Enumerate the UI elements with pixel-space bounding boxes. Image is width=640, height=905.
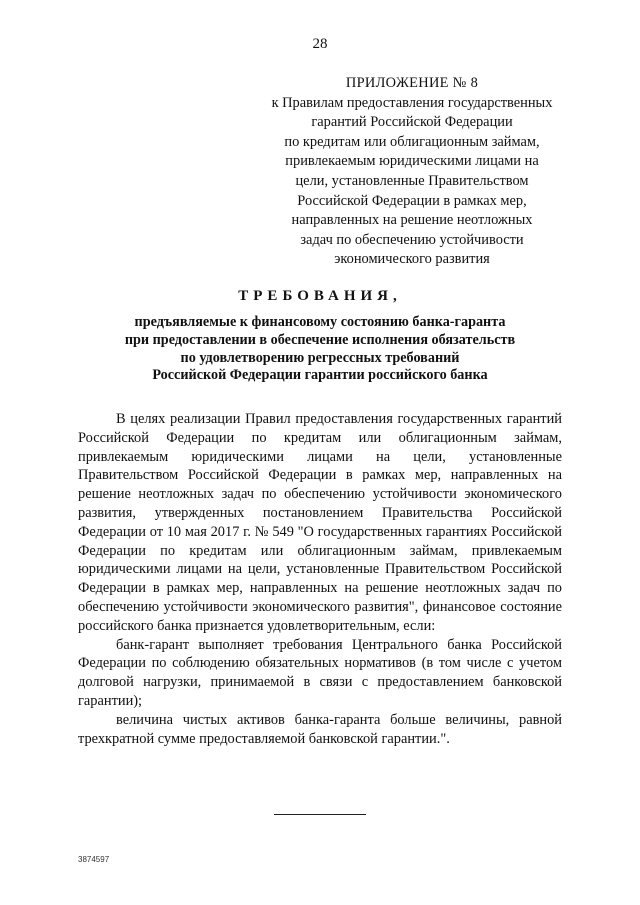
page-number: 28	[312, 36, 328, 52]
body-text	[78, 410, 562, 748]
document-subtitle	[60, 314, 580, 385]
appendix-title: ПРИЛОЖЕНИЕ № 8	[345, 75, 479, 91]
appendix-line: к Правилам предоставления государственных	[271, 94, 553, 111]
appendix-block	[262, 74, 562, 270]
subtitle-line: по удовлетворению регрессных требований	[180, 349, 460, 366]
subtitle-line: при предоставлении в обеспечение исполнения обязательств	[124, 331, 516, 348]
subtitle-line: Российской Федерации гарантии российского банка	[152, 367, 488, 384]
paragraph-condition-1: банк-гарант выполняет требования Центрального банка Российской Федерации по соблюдению обязательных нормативов (в том числе с учетом долговой нагрузки, принимаемой в связи с предоставлением банковской гарантии);	[78, 636, 562, 709]
paragraph-intro: В целях реализации Правил предоставления государственных гарантий Российской Федерации по кредитам или облигационным займам, привлекаемым юридическими лицами на цели, установленные Правительством Российской Федерации в рамках мер, направленных на решение неотложных задач по обеспечению устойчивости экономического развития, утвержденных постановлением Правительства Российской Федерации от 10 мая 2017 г. № 549 "О государственных гарантиях Российской Федерации по кредитам или облигационным займам, привлекаемым юридическими лицами на цели, установленные Правительством Российской Федерации в рамках мер, направленных на решение неотложных задач по обеспечению устойчивости экономического развития", финансовое состояние российского банка признается удовлетворительным, если:	[78, 411, 562, 634]
paragraph-condition-2: величина чистых активов банка-гаранта больше величины, равной трехкратной сумме предоставляемой банковской гарантии.".	[78, 711, 562, 747]
appendix-line: экономического развития	[334, 251, 490, 268]
end-separator	[274, 814, 366, 815]
document-code: 3874597	[78, 855, 110, 864]
appendix-line: задач по обеспечению устойчивости	[300, 231, 524, 248]
appendix-line: Российской Федерации в рамках мер,	[297, 192, 527, 209]
appendix-line: цели, установленные Правительством	[295, 172, 529, 189]
appendix-line: привлекаемым юридическими лицами на	[285, 153, 539, 170]
appendix-line: направленных на решение неотложных	[291, 212, 533, 229]
document-title: ТРЕБОВАНИЯ,	[238, 288, 402, 304]
appendix-line: по кредитам или облигационным займам,	[284, 133, 540, 150]
subtitle-line: предъявляемые к финансовому состоянию банка-гаранта	[134, 314, 506, 330]
appendix-line: гарантий Российской Федерации	[311, 114, 513, 131]
